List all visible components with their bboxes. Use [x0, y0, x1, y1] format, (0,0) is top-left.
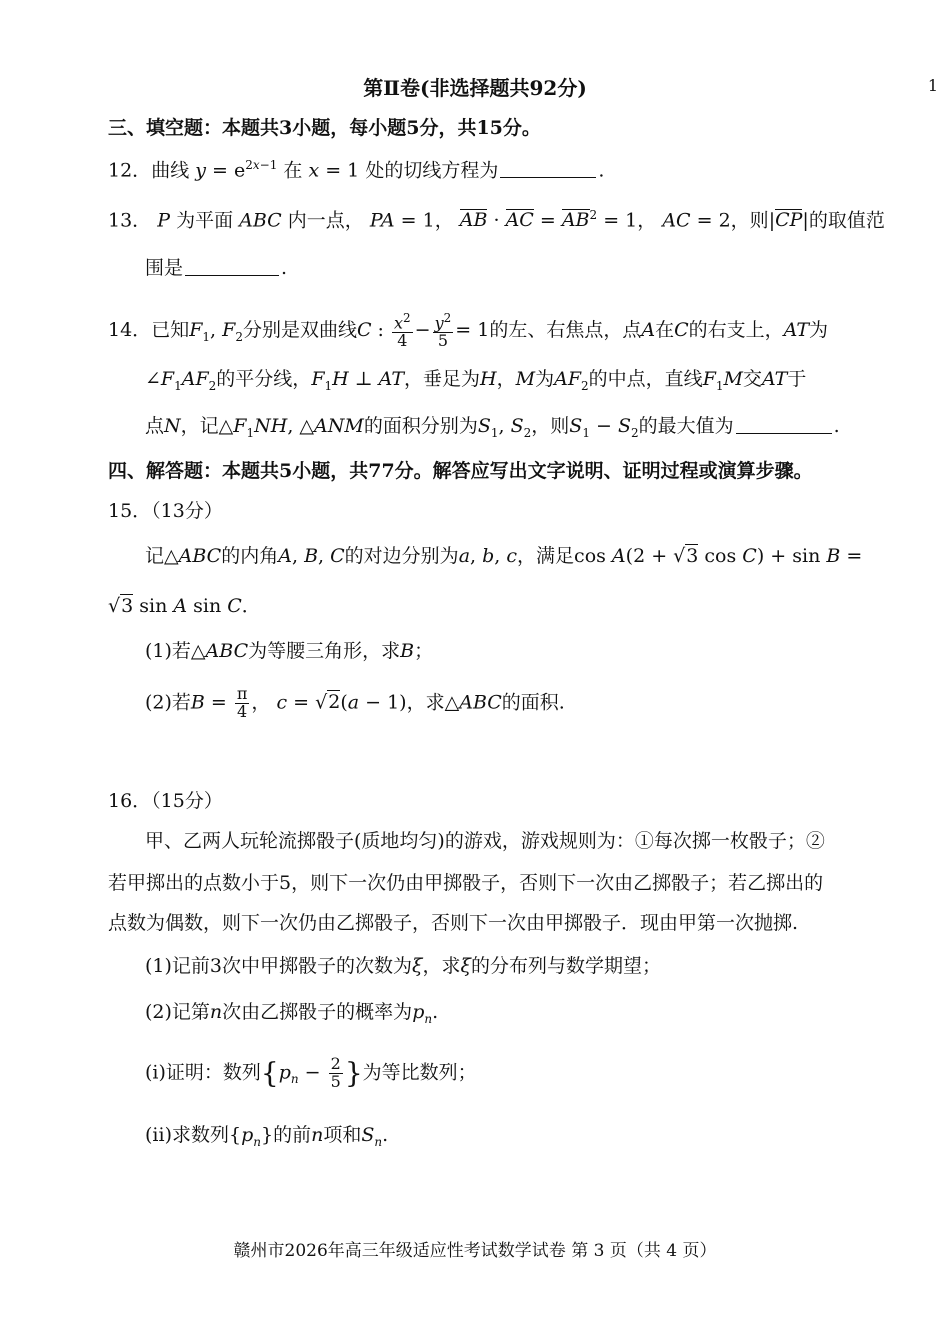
question-15-part-2: (2)若B = $\frac{\pi}{4}$ ， c = √2(a − 1)，求△ABC的面积.	[145, 684, 565, 721]
answer-blank-13[interactable]	[185, 256, 279, 276]
question-16-line-2: 若甲掷出的点数小于5，则下一次仍由甲掷骰子，否则下一次由乙掷骰子；若乙掷出的	[108, 872, 824, 894]
question-16-line-1: 甲、乙两人玩轮流掷骰子(质地均匀)的游戏，游戏规则为：①每次掷一枚骰子；②	[145, 830, 825, 852]
question-14-line-2: $\angle F_1AF_2$的平分线，$F_1H$ ⊥ AT，垂足为H，M为$AF_2$的中点，直线$F_1M$交AT于	[145, 368, 807, 393]
page-marker: 1	[927, 76, 938, 95]
question-16-part-2: (2)记第n次由乙掷骰子的概率为$p_n$.	[145, 1001, 439, 1026]
question-13-line-2: 围是 .	[145, 257, 288, 279]
answer-blank-14[interactable]	[736, 414, 832, 434]
question-14-line-3: 点N，记$\triangle F_1NH$, △ANM的面积分别为$S_1$, $S_2$，则$S_1 - S_2$的最大值为 .	[145, 415, 840, 440]
question-16-part-2-i: (i)证明：数列{$p_n$ − $\frac{2}{5}$ }为等比数列；	[145, 1054, 477, 1091]
page-footer: 赣州市2026年高三年级适应性考试数学试卷 第 3 页（共 4 页）	[233, 1241, 717, 1261]
question-15-part-1: (1)若△ABC为等腰三角形，求B；	[145, 640, 434, 662]
question-15-line-1: 记△ABC的内角A, B, C的对边分别为a, b, c，满足cos A(2 + √3 cos C) + sin B =	[145, 545, 863, 567]
question-13-line-1: 13． P 为平面 ABC 内一点， PA = 1， AB · AC = $AB^2 = 1$， AC = 2，则|CP|的取值范	[108, 208, 885, 232]
question-15-head: 15．（13分）	[108, 500, 223, 522]
part-title: 第Ⅱ卷(非选择题共92分)	[363, 76, 587, 100]
section4-header: 四、解答题：本题共5小题，共77分。解答应写出文字说明、证明过程或演算步骤。	[108, 460, 813, 482]
question-15-line-2: √3 sin A sin C．	[108, 595, 261, 617]
question-16-head: 16．（15分）	[108, 790, 223, 812]
question-16-line-3: 点数为偶数，则下一次仍由乙掷骰子，否则下一次由甲掷骰子．现由甲第一次抛掷.	[108, 912, 799, 934]
question-14-line-1: 14．已知$F_1$, $F_2$分别是双曲线C : $\frac{x^2}{4}$ − $\frac{y^2}{5}$ = 1的左、右焦点，点A在C的右支上，AT为	[108, 311, 829, 351]
answer-blank-12[interactable]	[500, 158, 596, 178]
section3-header: 三、填空题：本题共3小题，每小题5分，共15分。	[108, 117, 541, 139]
question-16-part-1: (1)记前3次中甲掷骰子的次数为ξ，求ξ的分布列与数学期望；	[145, 955, 661, 977]
question-12: 12．曲线 $y = e^{2x-1}$ 在 x = 1 处的切线方程为 .	[108, 158, 605, 182]
question-16-part-2-ii: (ii)求数列$\{p_n\}$的前n项和$S_n$.	[145, 1124, 389, 1149]
